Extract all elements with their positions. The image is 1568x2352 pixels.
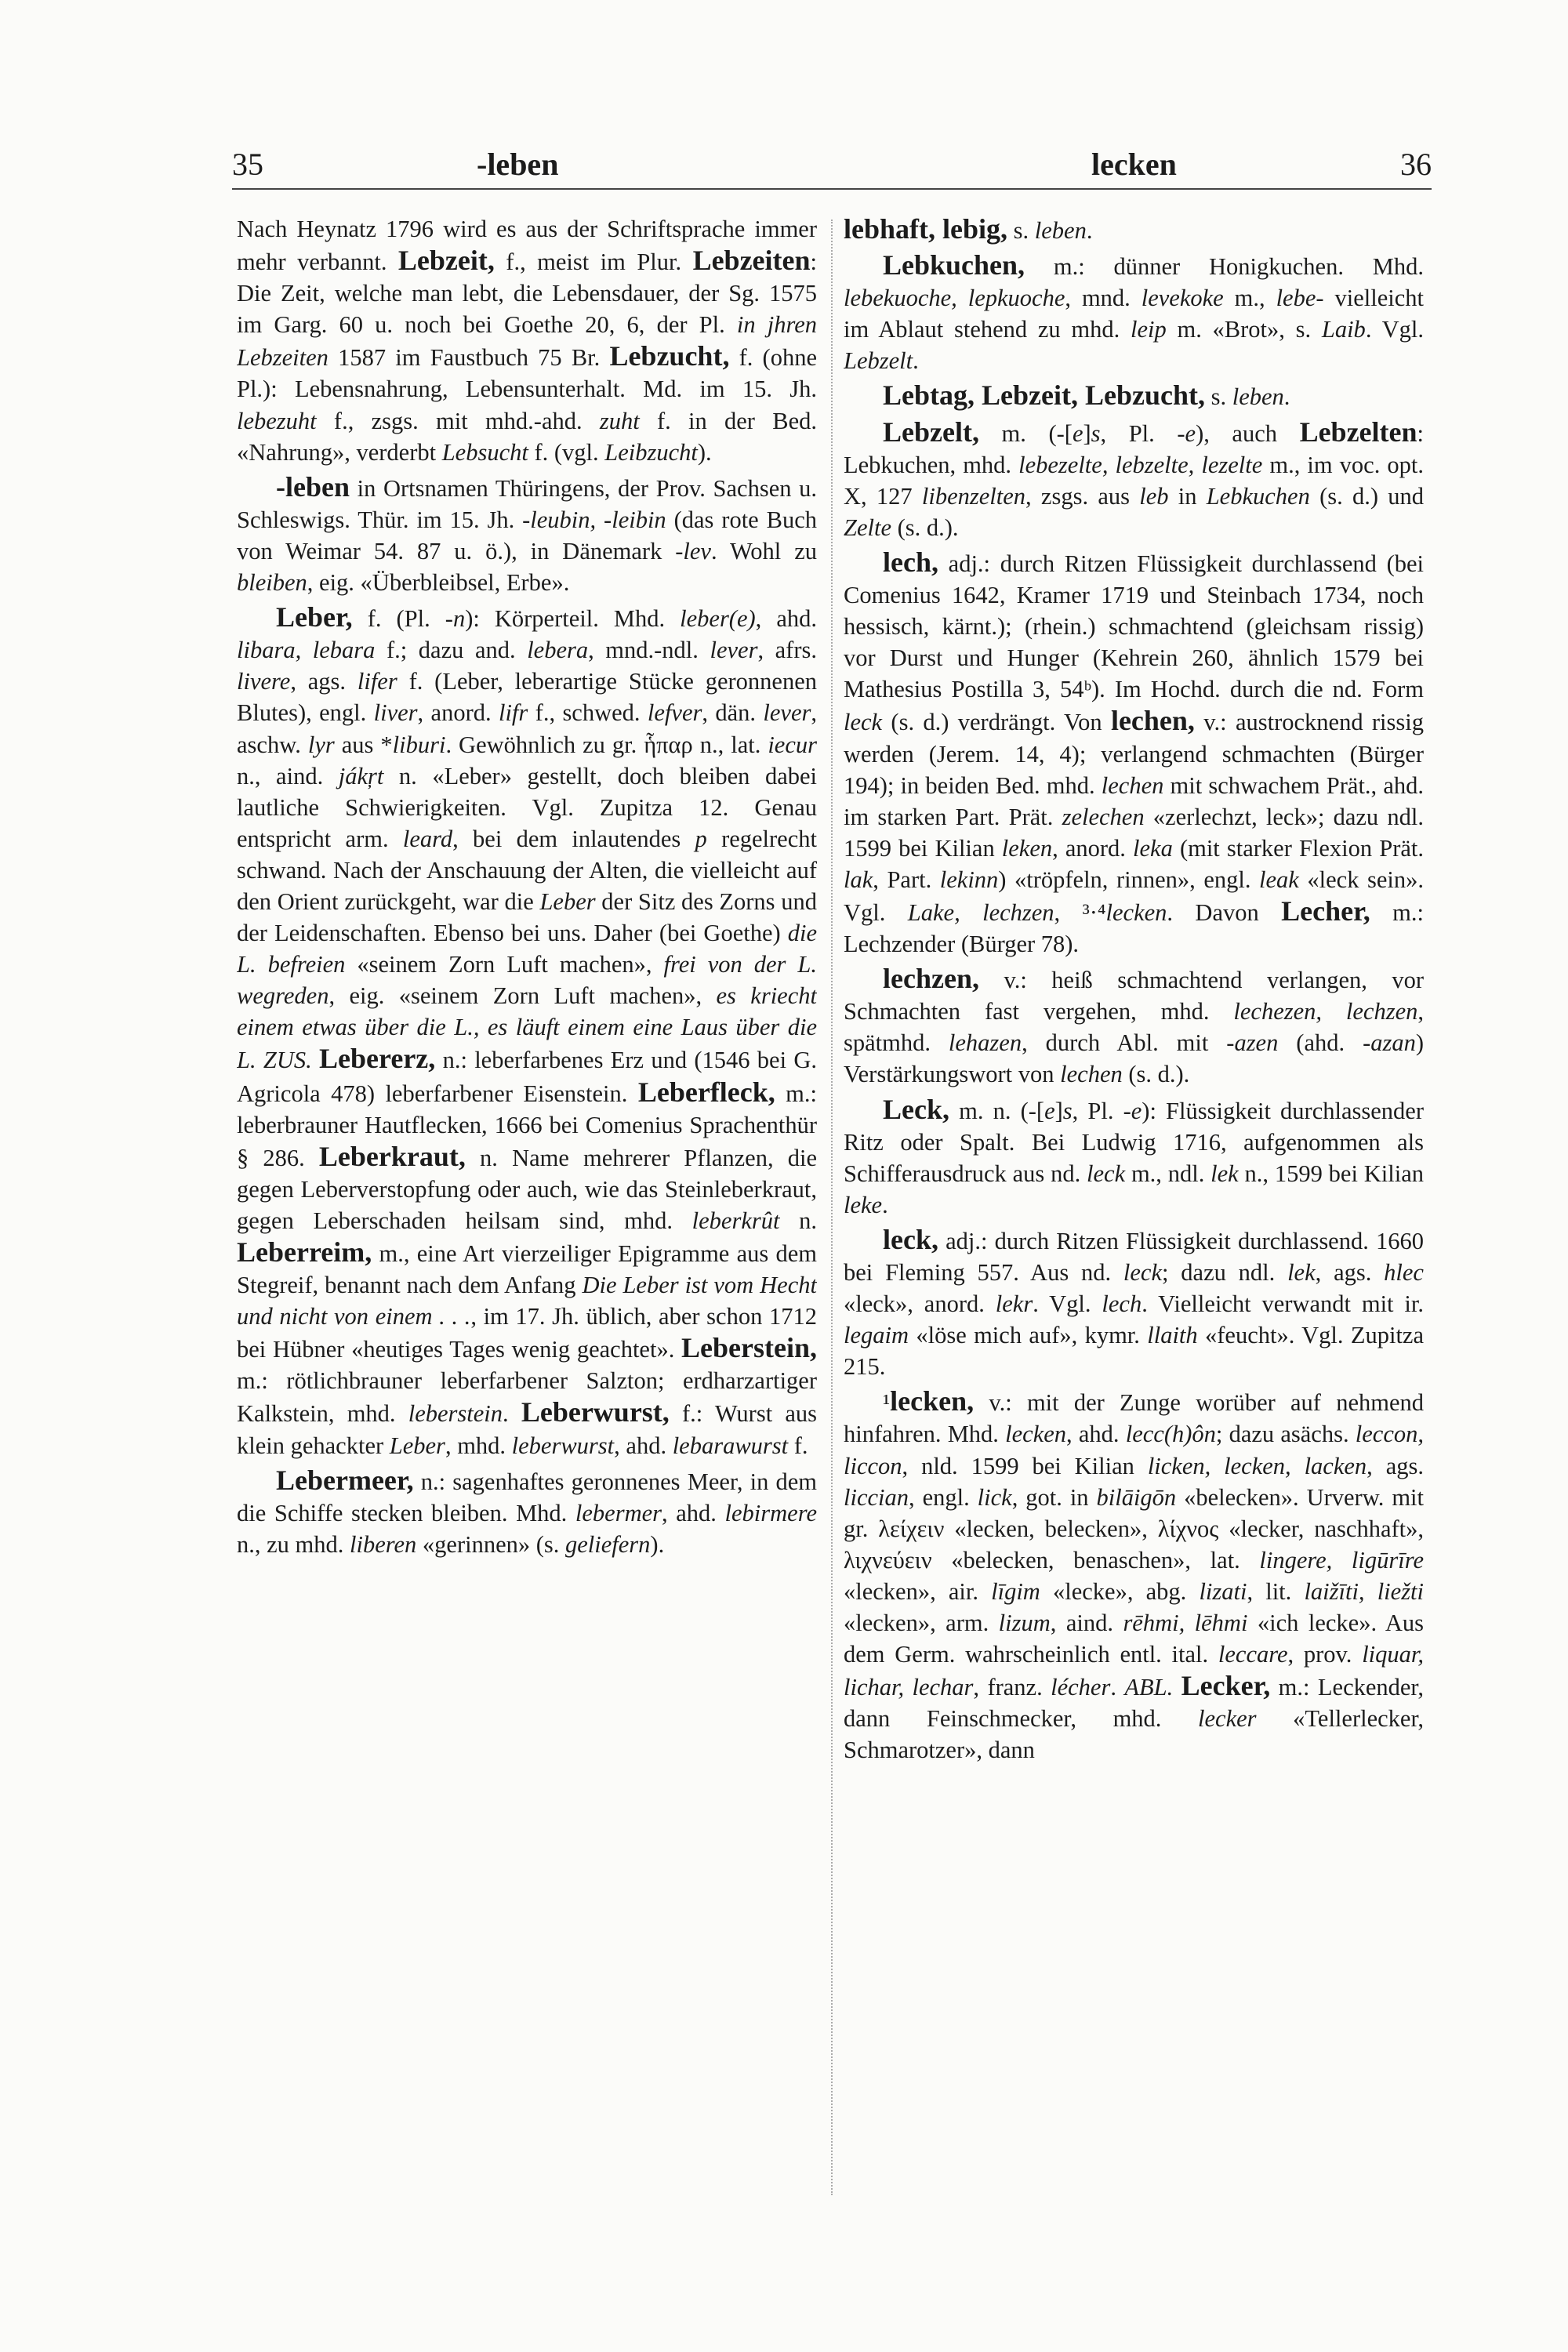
headword: lech, xyxy=(883,546,938,578)
entry-text: f. (Pl. xyxy=(352,605,445,633)
entry-text: (s. d.) verdrängt. Von xyxy=(882,709,1111,736)
left-column xyxy=(237,213,817,2299)
entry-text: , eig. «seinem Zorn Luft machen», xyxy=(328,982,717,1010)
entry-text: m.: Leckender, dann Feinschmecker, mhd. xyxy=(844,1674,1424,1733)
italic-form: leak xyxy=(1259,866,1299,893)
entry-text: m.: Lechzender (Bürger 78). xyxy=(844,898,1424,958)
entry-text: , bei dem inlautendes xyxy=(452,825,695,852)
entry-text: v.: heiß schmachtend verlangen, vor Schmachten fast vergehen, mhd. xyxy=(844,967,1424,1025)
headword: Lebererz, xyxy=(319,1043,436,1075)
entry-text: «lecke», abg. xyxy=(1040,1577,1200,1605)
entry-text: , engl. xyxy=(909,1483,978,1511)
entry-text: f., schwed. xyxy=(528,699,648,727)
italic-form: Lake, lechzen xyxy=(907,898,1054,926)
headword: lebhaft, lebig, xyxy=(844,213,1008,245)
italic-form: lechezen, lechzen xyxy=(1233,998,1418,1025)
italic-form: libara, lebara xyxy=(237,637,376,664)
entry-text: m., xyxy=(1223,285,1276,312)
italic-form: leberwurst xyxy=(511,1432,615,1459)
entry-text: «Tellerlecker, Schmarotzer», dann xyxy=(844,1705,1424,1764)
italic-form: -leubin, -leibin xyxy=(522,506,666,533)
italic-form: bleiben xyxy=(237,569,307,597)
italic-form: zelechen xyxy=(1062,803,1145,830)
entry-text: n., 1599 bei Kilian xyxy=(1238,1160,1424,1187)
entry-text: «löse mich auf», kymr. xyxy=(909,1322,1148,1349)
italic-form: lever xyxy=(763,699,811,727)
italic-form: Leber xyxy=(539,887,596,915)
entry-text: aus * xyxy=(334,731,393,758)
italic-form: -e xyxy=(1177,419,1196,447)
italic-form: laižīti, liežti xyxy=(1304,1577,1424,1605)
headword: Leberwurst, xyxy=(521,1396,670,1428)
entry-text: , franz. xyxy=(973,1674,1051,1701)
entry-text: ] xyxy=(1083,419,1091,447)
italic-form: lekr xyxy=(995,1290,1033,1318)
italic-form: licken, lecken, lacken xyxy=(1147,1452,1367,1479)
entry-text: . xyxy=(1283,383,1290,411)
entry-text: ) «tröpfeln, rinnen», engl. xyxy=(998,866,1260,893)
entry-text: , lit. xyxy=(1247,1577,1305,1605)
entry-text: : Die Zeit, welche man lebt, die Lebensdauer, der Sg. 1575 im Garg. 60 u. noch bei Goethe 20, 6, der Pl. xyxy=(237,249,817,339)
italic-form: lebe- xyxy=(1276,285,1324,312)
italic-form: lecken xyxy=(1105,898,1167,926)
entry-text: v.: austrocknend rissig werden (Jerem. 14, 4); verlangend schmachten (Bürger 194); in beiden Bed. mhd. xyxy=(844,709,1424,799)
entry-text: (s. d.). xyxy=(1122,1061,1190,1088)
entry-text: 1587 im Faustbuch 75 Br. xyxy=(328,344,610,372)
dictionary-entry xyxy=(237,1465,817,1560)
italic-form: leck xyxy=(1087,1160,1126,1187)
italic-form: die L. befreien xyxy=(237,920,817,978)
italic-form: leccare xyxy=(1218,1641,1288,1668)
italic-form: lechen xyxy=(1060,1061,1123,1088)
dictionary-entry xyxy=(237,213,817,468)
headword: lechzen, xyxy=(883,963,979,995)
entry-text xyxy=(312,1047,319,1073)
entry-text: , durch Abl. mit xyxy=(1022,1029,1227,1057)
entry-text: ; dazu ndl. xyxy=(1162,1259,1288,1286)
entry-text: in xyxy=(1168,482,1207,510)
dictionary-entry xyxy=(844,963,1424,1090)
entry-text: «gerinnen» (s. xyxy=(416,1530,566,1558)
entry-text: ). xyxy=(650,1530,665,1558)
entry-text: , mnd. xyxy=(1065,285,1142,312)
entry-text: f. (ohne Pl.): Lebensnahrung, Lebensunterhalt. Md. im 15. Jh. xyxy=(237,344,817,403)
entry-text: m., im voc. opt. X, 127 xyxy=(844,451,1424,510)
dictionary-entry xyxy=(844,1224,1424,1382)
entry-text: . Davon xyxy=(1167,898,1282,926)
page-number-left: 35 xyxy=(232,147,263,182)
italic-form: Lebzelt xyxy=(844,347,913,375)
italic-form: es kriecht einem etwas über die L., es läuft einem eine Laus über die L. xyxy=(237,982,817,1074)
italic-form: s xyxy=(1062,1097,1073,1124)
entry-text: , ags. xyxy=(290,668,358,695)
entry-text: , Pl. xyxy=(1100,419,1178,447)
italic-form: lebera xyxy=(527,637,589,664)
headword: -leben xyxy=(276,470,350,503)
italic-form: frei von der L. wegreden xyxy=(237,951,817,1010)
entry-text: v.: mit der Zunge worüber auf nehmend hinfahren. Mhd. xyxy=(844,1389,1424,1448)
italic-form: lebarawurst xyxy=(672,1432,789,1459)
entry-text: , im 17. Jh. üblich, aber schon 1712 bei Hübner «heutiges Tages wenig geachtet». xyxy=(237,1303,817,1363)
guide-word-left: -leben xyxy=(477,147,559,182)
dictionary-entry xyxy=(844,213,1424,246)
headword: lecken, xyxy=(890,1385,975,1417)
headword: Leberreim, xyxy=(237,1236,372,1268)
headword: Lebtag, Lebzeit, Lebzucht, xyxy=(883,379,1205,412)
italic-form: liver xyxy=(373,699,418,727)
italic-form: zuht xyxy=(599,407,640,434)
entry-text: n.: sagenhaftes geronnenes Meer, in dem die Schiffe stecken bleiben. Mhd. xyxy=(237,1468,817,1526)
entry-text: , Pl. xyxy=(1072,1097,1123,1124)
italic-form: e xyxy=(1072,419,1083,447)
italic-form: leka xyxy=(1133,834,1173,862)
dictionary-entry xyxy=(237,471,817,598)
italic-form: lizum xyxy=(998,1610,1051,1637)
entry-text: , ahd. xyxy=(662,1499,725,1526)
right-column xyxy=(844,213,1424,2299)
entry-text: m. «Brot», s. xyxy=(1166,316,1322,343)
headword: lechen, xyxy=(1110,705,1195,737)
italic-form: Laib xyxy=(1321,316,1366,343)
italic-form: e xyxy=(1044,1097,1055,1124)
entry-text: , anord. xyxy=(417,699,499,727)
italic-form: liquar, lichar, lechar xyxy=(844,1641,1424,1701)
header-rule xyxy=(232,188,1432,190)
entry-text: m., ndl. xyxy=(1125,1160,1211,1187)
entry-text: ): Flüssigkeit durchlassender Ritz oder Spalt. Bei Ludwig 1716, aufgenommen als Schifferausdruck aus nd. xyxy=(844,1097,1424,1187)
italic-form: līgim xyxy=(991,1577,1040,1605)
italic-form: lever xyxy=(710,637,758,664)
headword: Lebzelt, xyxy=(883,416,979,448)
italic-form: lebezelte, lebzelte, lezelte xyxy=(1018,451,1263,478)
entry-text: Nach Heynatz 1796 wird es aus der Schriftsprache immer mehr verbannt. xyxy=(237,216,817,276)
entry-text: ] xyxy=(1054,1097,1063,1124)
italic-form: lizati xyxy=(1199,1577,1247,1605)
italic-form: legaim xyxy=(844,1322,909,1349)
entry-text: . Vgl. xyxy=(1033,1290,1102,1318)
italic-form: lingere, ligūrīre xyxy=(1259,1546,1424,1573)
entry-text: m. n. (-[ xyxy=(949,1097,1045,1124)
italic-form: iecur xyxy=(768,731,817,758)
italic-form: lebermer xyxy=(575,1499,662,1526)
entry-text: n. Name mehrerer Pflanzen, die gegen Leberverstopfung oder auch, wie das Steinleberkraut, gegen Leberschaden heilsam sind, mhd. xyxy=(237,1144,817,1234)
entry-text: in Ortsnamen Thüringens, der Prov. Sachsen u. Schleswigs. Thür. im 15. Jh. xyxy=(237,474,817,533)
italic-form: libenzelten xyxy=(921,482,1026,510)
entry-text: , spätmhd. xyxy=(844,998,1424,1057)
entry-text: f. (Leber, leberartige Stücke geronnenen Blutes), engl. xyxy=(237,668,817,727)
italic-form: leke xyxy=(844,1191,883,1218)
entry-text: , ags. xyxy=(1315,1259,1385,1286)
entry-text: , ahd. xyxy=(755,605,817,633)
italic-form: in jhren Lebzeiten xyxy=(237,311,817,372)
italic-form: -lev xyxy=(675,537,711,564)
entry-text: «leck sein». Vgl. xyxy=(844,866,1424,926)
italic-form: llaith xyxy=(1147,1322,1198,1349)
italic-form: p xyxy=(695,825,707,852)
entry-text: vielleicht im Ablaut stehend zu mhd. xyxy=(844,285,1424,343)
italic-form: lekinn xyxy=(939,866,999,893)
entry-text: , ahd. xyxy=(1066,1421,1126,1448)
entry-text: der Sitz des Zorns und der Leidenschaften. Ebenso bei uns. Daher (bei Goethe) xyxy=(237,887,817,947)
entry-text: (s. d.) und xyxy=(1309,482,1424,510)
headword: Leberfleck, xyxy=(637,1076,775,1108)
italic-form: jákŗt xyxy=(338,762,384,789)
entry-text: s. xyxy=(1204,383,1232,411)
italic-form: lechen xyxy=(1101,771,1164,799)
italic-form: leberstein xyxy=(408,1400,503,1428)
italic-form: lifer xyxy=(357,668,397,695)
column-divider xyxy=(831,220,833,2195)
entry-text: mit schwachem Prät., ahd. im starken Part. Prät. xyxy=(844,771,1424,830)
entry-text: , zsgs. aus xyxy=(1025,482,1140,510)
italic-form: leb xyxy=(1139,482,1169,510)
italic-form: ZUS. xyxy=(263,1047,312,1074)
entry-text: . xyxy=(1110,1674,1125,1701)
entry-text: f., meist im Plur. xyxy=(494,249,693,276)
entry-text: (mit starker Flexion Prät. xyxy=(1172,834,1424,862)
entry-text: , ahd. xyxy=(614,1432,673,1459)
dictionary-entry xyxy=(844,1094,1424,1221)
entry-text: n. xyxy=(779,1207,817,1234)
entry-text: «lecken», air. xyxy=(844,1577,992,1605)
italic-form: Leber xyxy=(389,1432,445,1459)
italic-form: lebirmere xyxy=(724,1499,817,1526)
italic-form: bilāigōn xyxy=(1096,1483,1177,1511)
entry-text: regelrecht schwand. Nach der Anschauung der Alten, die vielleicht auf den Orient zurückgeht, war die xyxy=(237,825,817,915)
dictionary-entry xyxy=(237,601,817,1461)
italic-form: hlec xyxy=(1384,1259,1424,1286)
italic-form: livere xyxy=(237,668,291,695)
entry-text: f. xyxy=(788,1432,808,1459)
headword: Leberkraut, xyxy=(318,1140,466,1172)
italic-form: leberkrût xyxy=(691,1207,780,1234)
entry-text: n.: leberfarbenes Erz und (1546 bei G. Agricola 478) leberfarbener Eisenstein. xyxy=(237,1047,817,1107)
entry-text: «feucht». Vgl. Zupitza 215. xyxy=(844,1322,1424,1381)
entry-text: . xyxy=(503,1400,521,1428)
italic-form: liberen xyxy=(350,1530,417,1558)
entry-text: (das rote Buch von Weimar 54. 87 u. ö.), in Dänemark xyxy=(237,506,817,564)
entry-text: f.; dazu and. xyxy=(375,637,528,664)
entry-text: , mnd.-ndl. xyxy=(588,637,710,664)
entry-text: ), auch xyxy=(1196,419,1300,447)
entry-text: (ahd. xyxy=(1278,1029,1363,1057)
italic-form: s xyxy=(1091,419,1101,447)
italic-form: lebezuht xyxy=(237,407,317,434)
italic-form: leck xyxy=(1123,1259,1163,1286)
entry-text: . xyxy=(913,347,919,375)
headword: Lebkuchen, xyxy=(883,249,1025,281)
italic-form: lifr xyxy=(498,699,528,727)
entry-text: . Vgl. xyxy=(1365,316,1424,343)
entry-text: , prov. xyxy=(1287,1641,1363,1668)
entry-text: . Wohl zu xyxy=(710,537,817,564)
dictionary-entry xyxy=(844,249,1424,376)
italic-form: lecken xyxy=(1005,1421,1067,1448)
entry-text: f., zsgs. mit mhd.-ahd. xyxy=(316,407,600,434)
italic-form: leip xyxy=(1131,316,1167,343)
entry-text: (s. d.). xyxy=(891,514,959,541)
italic-form: geliefern xyxy=(565,1530,651,1558)
entry-text: , afrs. xyxy=(757,637,817,664)
entry-text: . xyxy=(1086,217,1093,244)
italic-form: leken xyxy=(1001,834,1053,862)
italic-form: -n xyxy=(445,605,466,633)
italic-form: liburi xyxy=(392,731,446,758)
headword: Lebzelten xyxy=(1299,416,1417,448)
italic-form: leben xyxy=(1034,217,1087,244)
italic-form: Zelte xyxy=(844,514,891,541)
italic-form: -azen xyxy=(1226,1029,1279,1057)
entry-text: f. (vgl. xyxy=(528,438,605,466)
entry-text: «seinem Zorn Luft machen», xyxy=(345,951,664,978)
entry-text: , Part. xyxy=(873,866,940,893)
entry-text: f. in der Bed. «Nahrung», verderbt xyxy=(237,407,817,466)
entry-text: m.: dünner Honigkuchen. Mhd. xyxy=(1025,253,1424,281)
italic-form: -e xyxy=(1123,1097,1142,1124)
italic-form: lak xyxy=(844,866,873,893)
entry-text: , got. in xyxy=(1011,1483,1097,1511)
italic-form: lécher xyxy=(1051,1674,1111,1701)
italic-form: lecker xyxy=(1198,1705,1257,1733)
entry-text: «zerlechzt, leck»; dazu ndl. 1599 bei Kilian xyxy=(844,803,1424,862)
headword: Lebzucht, xyxy=(609,340,730,372)
dictionary-entry xyxy=(844,416,1424,543)
entry-text: ). xyxy=(697,438,712,466)
italic-form: lyr xyxy=(307,731,335,758)
italic-form: leck xyxy=(844,709,883,736)
italic-form: lecc(h)ôn xyxy=(1125,1421,1216,1448)
entry-text: , ags. xyxy=(1367,1452,1424,1479)
italic-form: lehazen xyxy=(948,1029,1022,1057)
headword: Lecher, xyxy=(1281,895,1370,927)
entry-text: m., eine Art vierzeiliger Epigramme aus dem Stegreif, benannt nach dem Anfang xyxy=(237,1240,817,1299)
entry-text: m. (-[ xyxy=(978,419,1073,447)
entry-text: , anord. xyxy=(1052,834,1134,862)
entry-text: «lecken», arm. xyxy=(844,1610,999,1637)
entry-text: m.: rötlichbrauner leberfarbener Salzton; erdharzartiger Kalkstein, mhd. xyxy=(237,1367,817,1428)
entry-text xyxy=(1173,1674,1181,1700)
headword: Lecker, xyxy=(1181,1670,1271,1702)
headword: Leber, xyxy=(276,601,353,633)
entry-text: ; dazu asächs. xyxy=(1215,1421,1356,1448)
entry-text: m.: leberbrauner Hautflecken, 1666 bei Comenius Sprachenthür § 286. xyxy=(237,1080,817,1171)
entry-text: , eig. «Überbleibsel, Erbe». xyxy=(307,569,570,597)
italic-form: lek xyxy=(1287,1259,1316,1286)
entry-text: ¹ xyxy=(883,1389,891,1417)
italic-form: Lebkuchen xyxy=(1206,482,1310,510)
entry-text: ): Körperteil. Mhd. xyxy=(465,605,681,633)
running-header xyxy=(232,146,1432,196)
entry-text: f.: Wurst aus klein gehackter xyxy=(237,1400,817,1459)
entry-text: ) Verstärkungswort von xyxy=(844,1029,1424,1088)
headword: leck, xyxy=(883,1223,938,1255)
entry-text: . xyxy=(882,1191,888,1218)
entry-text: «belecken». Urverw. mit gr. λείχειν «lecken, belecken», λίχνος «lecker, naschhaft», λιχνεύειν «belecken, benaschen», lat. xyxy=(844,1483,1424,1573)
italic-form: lick xyxy=(977,1483,1012,1511)
entry-text: s. xyxy=(1007,217,1035,244)
headword: Lebzeiten xyxy=(692,245,811,277)
entry-text: , aind. xyxy=(1050,1610,1123,1637)
headword: Leck, xyxy=(883,1093,949,1125)
italic-form: lech xyxy=(1102,1290,1142,1318)
italic-form: rēhmi, lēhmi xyxy=(1123,1610,1248,1637)
guide-word-right: lecken xyxy=(1091,147,1177,182)
entry-text: adj.: durch Ritzen Flüssigkeit durchlassend. 1660 bei Fleming 557. Aus nd. xyxy=(844,1227,1424,1286)
headword: Lebermeer, xyxy=(276,1464,414,1496)
entry-text: «ich lecke». Aus dem Germ. wahrscheinlich entl. ital. xyxy=(844,1610,1424,1668)
entry-text: , nld. 1599 bei Kilian xyxy=(902,1452,1148,1479)
entry-text: «leck», anord. xyxy=(844,1290,996,1318)
entry-text: , mhd. xyxy=(445,1432,512,1459)
italic-form: leccon, liccon xyxy=(844,1421,1424,1479)
italic-form: lek xyxy=(1210,1160,1239,1187)
italic-form: Die Leber ist vom Hecht und nicht von einem . . . xyxy=(237,1272,817,1330)
entry-text: : Lebkuchen, mhd. xyxy=(844,419,1424,478)
italic-form: Lebsucht xyxy=(441,438,528,466)
italic-form: leard xyxy=(402,825,453,852)
italic-form: lefver xyxy=(647,699,702,727)
entry-text: , ³·⁴ xyxy=(1054,898,1106,926)
entry-text: adj.: durch Ritzen Flüssigkeit durchlassend (bei Comenius 1642, Kramer 1719 und Steinbach 1734, noch hessisch, kärnt.); (rhein.) schmachtend (gleichsam rissig) vor Durst und Hunger (Kehrein 260, ähnlich 1579 bei Mathesius Postilla 3, 54ᵇ). Im Hochd. durch die nd. Form xyxy=(844,550,1424,703)
italic-form: lebekuoche, lepkuoche xyxy=(844,285,1065,312)
italic-form: leben xyxy=(1232,383,1284,411)
dictionary-entry xyxy=(844,1385,1424,1766)
entry-text: , dän. xyxy=(702,699,764,727)
entry-text: , aschw. xyxy=(237,699,817,758)
headword: Leberstein, xyxy=(681,1332,817,1364)
italic-form: Leibzucht xyxy=(604,438,698,466)
italic-form: liccian xyxy=(844,1483,909,1511)
page-number-right: 36 xyxy=(1400,147,1432,182)
entry-text: n., zu mhd. xyxy=(237,1530,350,1558)
italic-form: levekoke xyxy=(1141,285,1224,312)
italic-form: ABL. xyxy=(1124,1674,1174,1701)
dictionary-entry xyxy=(844,546,1424,960)
dictionary-entry xyxy=(844,379,1424,412)
entry-text xyxy=(256,1047,263,1073)
entry-text: n. «Leber» gestellt, doch bleiben dabei lautliche Schwierigkeiten. Vgl. Zupitza 12. Genau entspricht arm. xyxy=(237,762,817,852)
italic-form: leber(e) xyxy=(680,605,756,633)
entry-text: . Gewöhnlich zu gr. ἧπαρ n., lat. xyxy=(445,731,768,758)
entry-text: n., aind. xyxy=(237,762,339,789)
italic-form: -azan xyxy=(1363,1029,1416,1057)
entry-text: . Vielleicht verwandt mit ir. xyxy=(1142,1290,1424,1318)
headword: Lebzeit, xyxy=(397,245,495,277)
